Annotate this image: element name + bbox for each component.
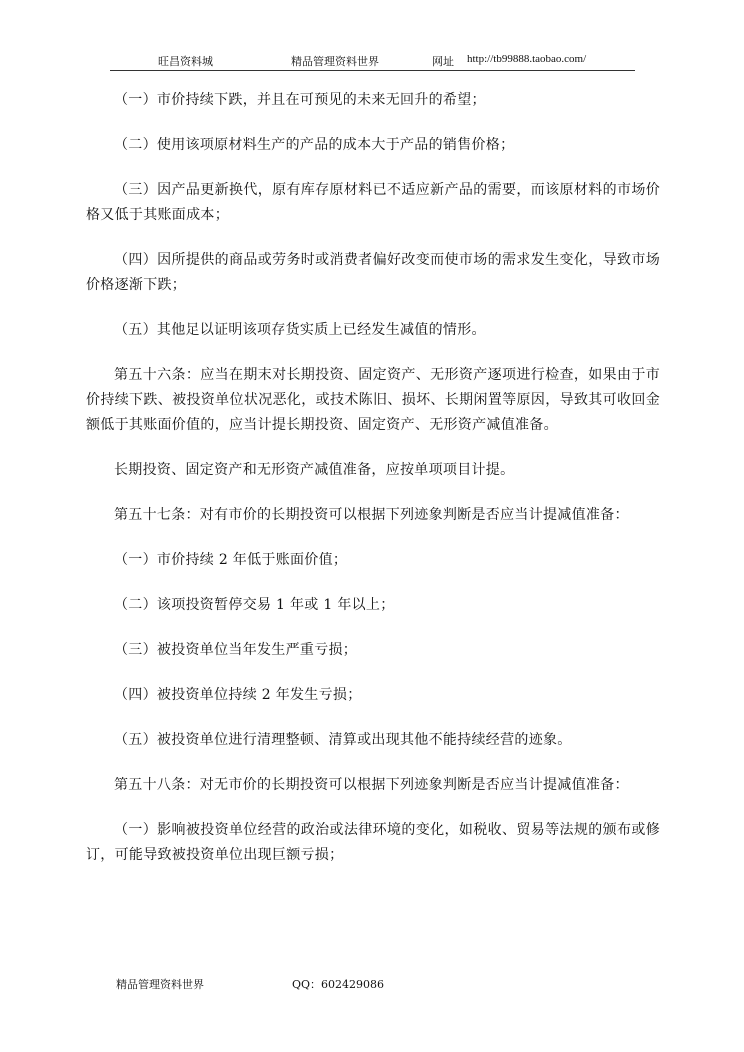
paragraph: （四）因所提供的商品或劳务时或消费者偏好改变而使市场的需求发生变化，导致市场价格逐渐下跌； [86, 252, 660, 293]
header-url-label: 网址 [432, 55, 454, 68]
paragraph: 第五十八条：对无市价的长期投资可以根据下列迹象判断是否应当计提减值准备： [114, 777, 629, 793]
header-url: http://tb99888.taobao.com/ [467, 53, 587, 65]
paragraph: （一）市价持续下跌，并且在可预见的未来无回升的希望； [114, 92, 486, 108]
header-world-name: 精品管理资料世界 [291, 55, 379, 68]
paragraph: （五）被投资单位进行清理整顿、清算或出现其他不能持续经营的迹象。 [114, 732, 572, 748]
paragraph: （一）影响被投资单位经营的政治或法律环境的变化，如税收、贸易等法规的颁布或修订，可能导致被投资单位出现巨额亏损； [86, 822, 660, 863]
paragraph: （二）使用该项原材料生产的产品的成本大于产品的销售价格； [114, 137, 515, 153]
paragraph: （五）其他足以证明该项存货实质上已经发生减值的情形。 [114, 322, 486, 338]
paragraph: （三）被投资单位当年发生严重亏损； [114, 642, 358, 658]
paragraph: 长期投资、固定资产和无形资产减值准备，应按单项项目计提。 [114, 462, 515, 478]
paragraph: （三）因产品更新换代，原有库存原材料已不适应新产品的需要，而该原材料的市场价格又低于其账面成本； [86, 182, 660, 223]
header-shop-name: 旺昌资料城 [158, 55, 213, 68]
page-header [110, 52, 635, 71]
paragraph: （四）被投资单位持续 2 年发生亏损； [114, 687, 362, 703]
paragraph: （一）市价持续 2 年低于账面价值； [114, 552, 348, 568]
document-body [86, 88, 660, 888]
footer-qq: QQ：602429086 [292, 978, 385, 991]
paragraph: （二）该项投资暂停交易 1 年或 1 年以上； [114, 597, 395, 613]
footer-site-name: 精品管理资料世界 [116, 978, 204, 991]
paragraph: 第五十六条：应当在期末对长期投资、固定资产、无形资产逐项进行检查，如果由于市价持续下跌、被投资单位状况恶化，或技术陈旧、损坏、长期闲置等原因，导致其可收回金额低于其账面价值的，应当计提长期投资、固定资产、无形资产减值准备。 [86, 367, 660, 433]
paragraph: 第五十七条：对有市价的长期投资可以根据下列迹象判断是否应当计提减值准备： [114, 507, 629, 523]
